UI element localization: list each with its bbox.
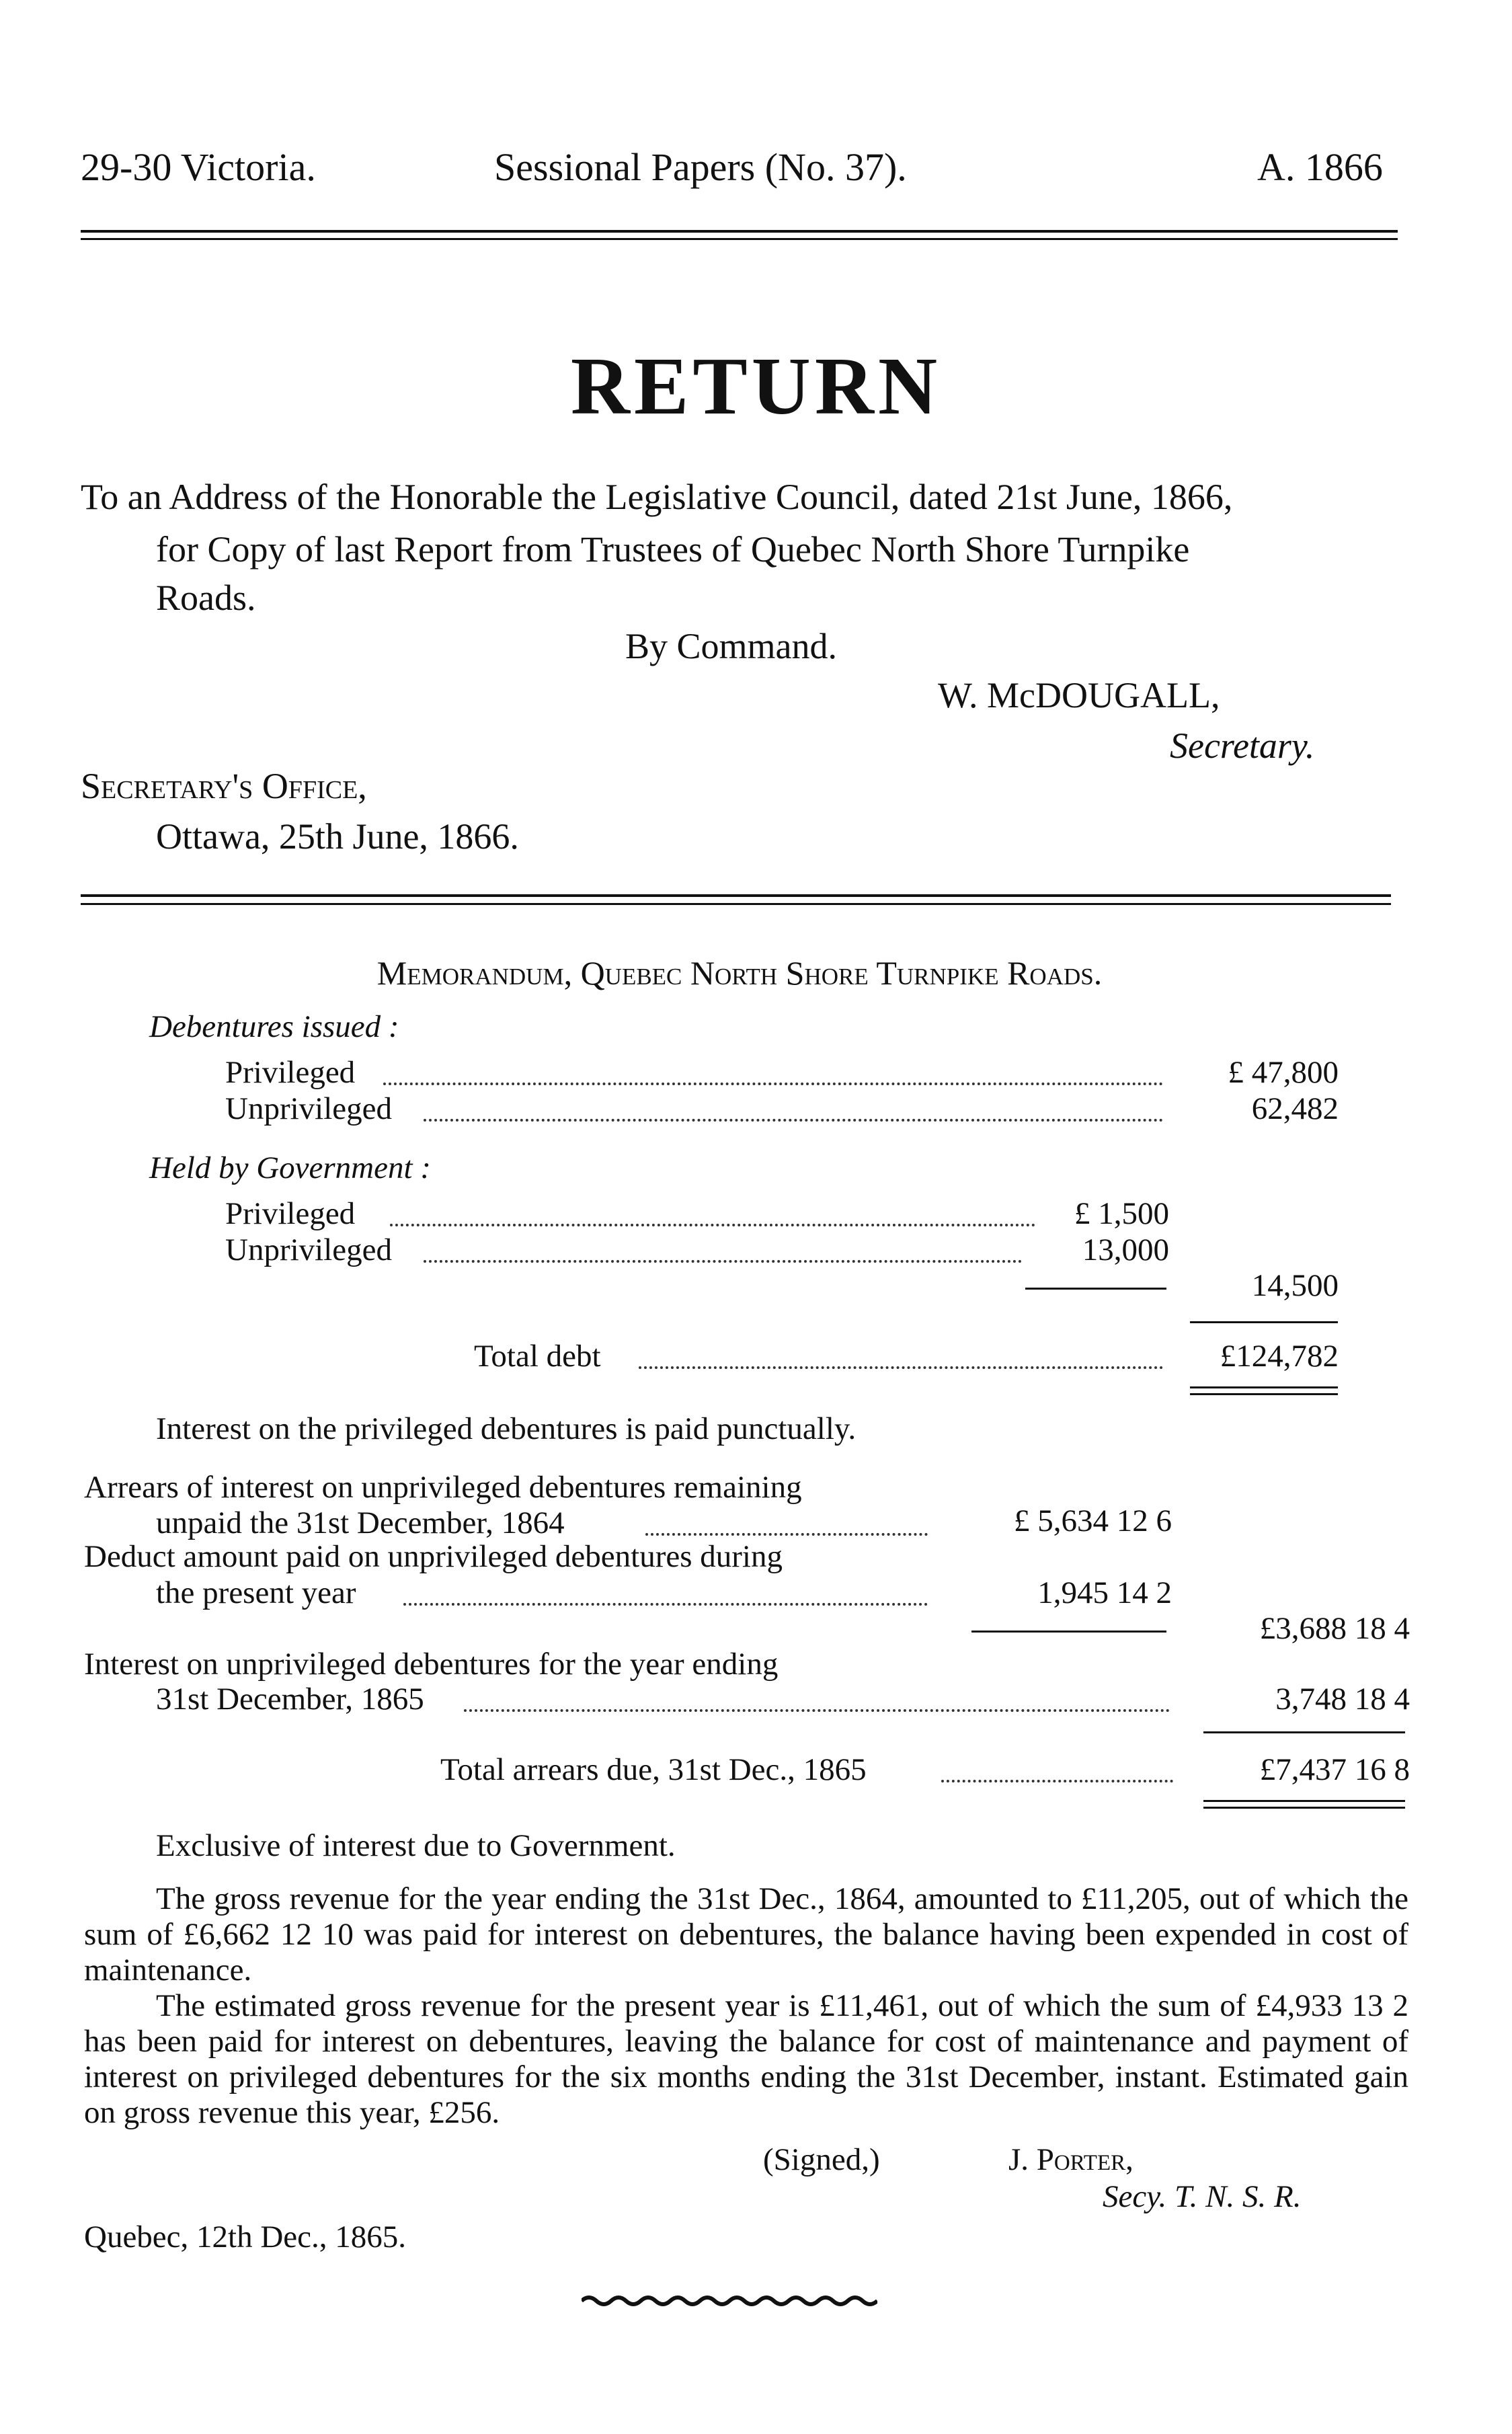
government-unprivileged-label: Unprivileged	[225, 1232, 392, 1267]
address-line-1: To an Address of the Honorable the Legislative Council, dated 21st June, 1866,	[81, 477, 1233, 517]
total-arrears-label: Total arrears due, 31st Dec., 1865	[440, 1752, 867, 1787]
deduct-amount: 1,945 14 2	[1037, 1575, 1172, 1610]
arrears-subtotal-rule	[971, 1631, 1166, 1633]
debentures-unprivileged-amount: 62,482	[1251, 1091, 1339, 1126]
debentures-heading: Debentures issued :	[149, 1009, 399, 1044]
closing-name: J. Porter,	[1008, 2142, 1133, 2177]
deduct-line-1: Deduct amount paid on unprivileged debentures during	[84, 1539, 783, 1574]
narrative	[84, 1881, 1408, 2131]
arrears-amount: £ 5,634 12 6	[1014, 1503, 1172, 1538]
closing-signed: (Signed,)	[763, 2142, 880, 2177]
header-rule-bottom	[81, 238, 1398, 240]
header-year: A. 1866	[1257, 145, 1383, 189]
header-rule-top	[81, 230, 1398, 233]
address-line-2: for Copy of last Report from Trustees of Quebec North Shore Turnpike	[156, 529, 1190, 570]
government-privileged-amount: £ 1,500	[1074, 1196, 1169, 1231]
signatory-name: W. McDOUGALL,	[938, 675, 1220, 715]
leader-dots	[464, 1709, 1170, 1712]
exclusive-note: Exclusive of interest due to Government.	[156, 1828, 676, 1863]
leader-dots	[639, 1366, 1163, 1369]
address-line-3: Roads.	[156, 578, 256, 618]
government-privileged-label: Privileged	[225, 1196, 356, 1231]
total-arrears-double-rule	[1203, 1807, 1405, 1809]
debentures-privileged-label: Privileged	[225, 1055, 356, 1090]
government-unprivileged-amount: 13,000	[1082, 1232, 1169, 1267]
arrears-line-1: Arrears of interest on unprivileged debentures remaining	[84, 1470, 802, 1505]
section-rule-bottom	[81, 903, 1391, 905]
leader-dots	[403, 1603, 928, 1606]
net-arrears-amount: £3,688 18 4	[1259, 1611, 1410, 1646]
leader-dots	[390, 1224, 1035, 1226]
government-total-amount: 14,500	[1251, 1268, 1339, 1303]
office-name: Secretary's Office,	[81, 766, 367, 806]
leader-dots	[424, 1260, 1022, 1263]
total-debt-amount: £124,782	[1220, 1339, 1339, 1374]
header-sessional-papers: Sessional Papers (No. 37).	[494, 145, 907, 189]
leader-dots	[941, 1780, 1173, 1782]
deduct-line-2: the present year	[156, 1575, 356, 1610]
closing-title: Secy. T. N. S. R.	[1103, 2179, 1302, 2214]
leader-dots	[645, 1533, 928, 1536]
interest-1865-line-1: Interest on unprivileged debentures for the year ending	[84, 1647, 779, 1682]
memo-heading: Memorandum, Quebec North Shore Turnpike Roads.	[376, 954, 1103, 992]
arrears-total-rule-top	[1203, 1731, 1405, 1733]
interest-1865-line-2: 31st December, 1865	[156, 1682, 424, 1717]
office-place-date: Ottawa, 25th June, 1866.	[156, 816, 519, 857]
total-debt-double-rule	[1190, 1393, 1338, 1395]
government-heading: Held by Government :	[149, 1150, 431, 1185]
section-rule-top	[81, 894, 1391, 897]
total-debt-double-rule	[1190, 1386, 1338, 1388]
leader-dots	[383, 1083, 1163, 1085]
debentures-privileged-amount: £ 47,800	[1228, 1055, 1339, 1090]
debentures-unprivileged-label: Unprivileged	[225, 1091, 392, 1126]
page-title: RETURN	[570, 341, 942, 432]
total-rule-top	[1190, 1321, 1338, 1323]
paragraph-gross-revenue-1864: The gross revenue for the year ending the 31st Dec., 1864, amounted to £11,205, out of which the sum of £6,662 12 10 was paid for interest on debentures, the balance having been expended in cost of maintenance.	[84, 1881, 1408, 1988]
total-debt-label: Total debt	[474, 1339, 601, 1374]
leader-dots	[424, 1119, 1163, 1122]
signatory-title: Secretary.	[1170, 725, 1315, 766]
closing-place-date: Quebec, 12th Dec., 1865.	[84, 2220, 406, 2254]
by-command: By Command.	[625, 626, 838, 666]
total-arrears-amount: £7,437 16 8	[1259, 1752, 1410, 1787]
interest-1865-amount: 3,748 18 4	[1275, 1682, 1410, 1717]
ornamental-rule	[582, 2293, 877, 2309]
interest-note: Interest on the privileged debentures is paid punctually.	[156, 1411, 857, 1446]
total-arrears-double-rule	[1203, 1800, 1405, 1802]
subtotal-rule	[1025, 1288, 1166, 1290]
header-session: 29-30 Victoria.	[81, 145, 316, 189]
paragraph-estimated-revenue: The estimated gross revenue for the present year is £11,461, out of which the sum of £4,933 13 2 has been paid for interest on debentures, leaving the balance for cost of maintenance and payment of interest on privileged debentures for the six months ending the 31st December, instant. Estimated gain on gross revenue this year, £256.	[84, 1988, 1408, 2130]
arrears-line-2: unpaid the 31st December, 1864	[156, 1505, 565, 1540]
